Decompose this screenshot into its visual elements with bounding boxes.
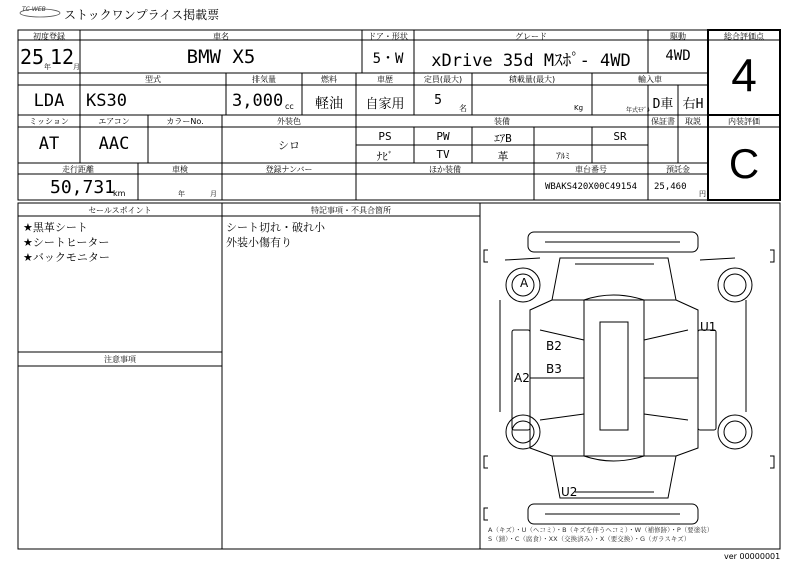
logo-text: TC-WEB: [22, 6, 46, 13]
legend-line: S（錆）・C（腐食）・XX（交換済み）・X（要交換）・G（ガラスキズ）: [488, 535, 691, 543]
label-exterior-color: 外装色: [277, 117, 301, 126]
deposit-unit: 円: [699, 190, 706, 198]
aircon-value: AAC: [98, 134, 130, 154]
label-first-registration: 初度登録: [33, 32, 65, 41]
equip-r1-5: SR: [613, 130, 627, 143]
equip-r2-2: TV: [436, 148, 450, 161]
equip-r1-1: PS: [378, 130, 392, 143]
first-reg-year: 25: [20, 45, 45, 69]
label-other-equipment: ほか装備: [429, 165, 461, 174]
label-car-name: 車名: [213, 32, 229, 41]
remark-item: シート切れ・破れ小: [226, 221, 325, 234]
capacity-unit: 名: [459, 104, 467, 113]
chassis-no-value: WBAKS420X00C49154: [544, 182, 638, 192]
label-aircon: エアコン: [98, 117, 130, 126]
equip-r2-1: ﾅﾋﾞ: [376, 150, 394, 163]
label-warranty: 保証書: [651, 117, 675, 126]
equip-r2-4: ｱﾙﾐ: [556, 152, 570, 162]
version-label: ver 00000001: [724, 552, 781, 561]
capacity-value: 5: [434, 93, 442, 108]
sales-point-list: [23, 220, 110, 265]
damage-mark-u1: U1: [700, 320, 717, 334]
label-notes: 注意事項: [104, 355, 136, 364]
sales-point-item: ★黒革シート: [23, 221, 88, 234]
label-drive: 駆動: [670, 32, 686, 41]
drive-value: 4WD: [665, 48, 691, 64]
mileage-unit: km: [113, 189, 126, 198]
damage-legend: [488, 526, 713, 544]
label-mission: ミッション: [29, 117, 69, 126]
label-capacity: 定員(最大): [423, 75, 463, 84]
load-unit: Kg: [574, 104, 584, 112]
label-usage: 車歴: [377, 75, 393, 84]
damage-mark-b2: B2: [546, 339, 562, 353]
door-type-value: 5・W: [372, 51, 404, 67]
label-door-type: ドア・形状: [368, 32, 408, 41]
sales-point-item: ★シートヒーター: [23, 236, 110, 249]
label-grade: グレード: [515, 32, 547, 41]
equip-r2-3: 革: [497, 150, 509, 163]
remarks-list: [226, 220, 325, 250]
damage-mark-b3: B3: [546, 362, 562, 376]
mission-value: AT: [38, 134, 60, 154]
import-hand-value: 右H: [682, 97, 704, 112]
usage-value: 自家用: [365, 97, 405, 112]
legend-line: A（キズ）・U（ヘコミ）・B（キズを伴うヘコミ）・W（補修跡）・P（要塗装）: [488, 526, 714, 534]
equip-r1-2: PW: [436, 130, 450, 143]
mileage-value: 50,731: [50, 177, 116, 198]
label-equipment: 装備: [494, 117, 510, 126]
label-chassis-no: 車台番号: [575, 165, 607, 174]
inspection-year-unit: 年: [178, 190, 185, 198]
inspection-month-unit: 月: [210, 190, 217, 198]
label-deposit: 預託金: [666, 165, 690, 174]
label-mileage: 走行距離: [62, 165, 94, 174]
car-name-value: BMW X5: [186, 46, 256, 68]
deposit-value: 25,460: [654, 182, 687, 192]
displacement-value: 3,000: [232, 91, 284, 111]
remark-item: 外装小傷有り: [226, 236, 292, 249]
damage-mark-a2: A2: [514, 371, 530, 385]
first-reg-year-unit: 年: [44, 63, 51, 71]
label-remarks: 特記事項・不具合箇所: [311, 206, 391, 215]
fuel-value: 軽油: [315, 96, 343, 112]
first-reg-month: 12: [50, 45, 75, 69]
first-reg-month-unit: 月: [73, 63, 80, 71]
label-reg-number: 登録ナンバー: [265, 165, 313, 174]
grade-value: xDrive 35d Mｽﾎﾟ- 4WD: [431, 51, 631, 71]
model-prefix-value: LDA: [33, 91, 65, 111]
damage-mark-a: A: [520, 276, 529, 290]
model-value: KS30: [86, 91, 127, 111]
displacement-unit: cc: [285, 102, 294, 111]
label-inspection: 車検: [172, 165, 188, 174]
label-sales-point: セールスポイント: [88, 206, 152, 215]
interior-grade-value: C: [728, 140, 760, 187]
label-fuel: 燃料: [321, 75, 337, 84]
label-manual: 取説: [685, 117, 701, 126]
import-year-label: 年式ﾓﾃﾞﾙ: [626, 107, 651, 114]
damage-mark-u2: U2: [561, 485, 578, 499]
label-model: 型式: [145, 75, 161, 84]
equip-r1-3: ｴｱB: [494, 132, 512, 145]
label-overall-grade: 総合評価点: [724, 32, 764, 41]
label-load: 積載量(最大): [508, 75, 556, 84]
label-displacement: 排気量: [252, 75, 276, 84]
document-title: ストックワンプライス掲載票: [64, 8, 220, 22]
label-interior-grade: 内装評価: [728, 117, 760, 126]
exterior-color-value: シロ: [278, 139, 300, 152]
overall-grade-value: 4: [731, 49, 757, 101]
import-drive-value: D車: [652, 97, 674, 112]
label-color-no: カラーNo.: [166, 117, 204, 126]
sales-point-item: ★バックモニター: [23, 251, 110, 264]
label-import: 輸入車: [638, 75, 662, 84]
